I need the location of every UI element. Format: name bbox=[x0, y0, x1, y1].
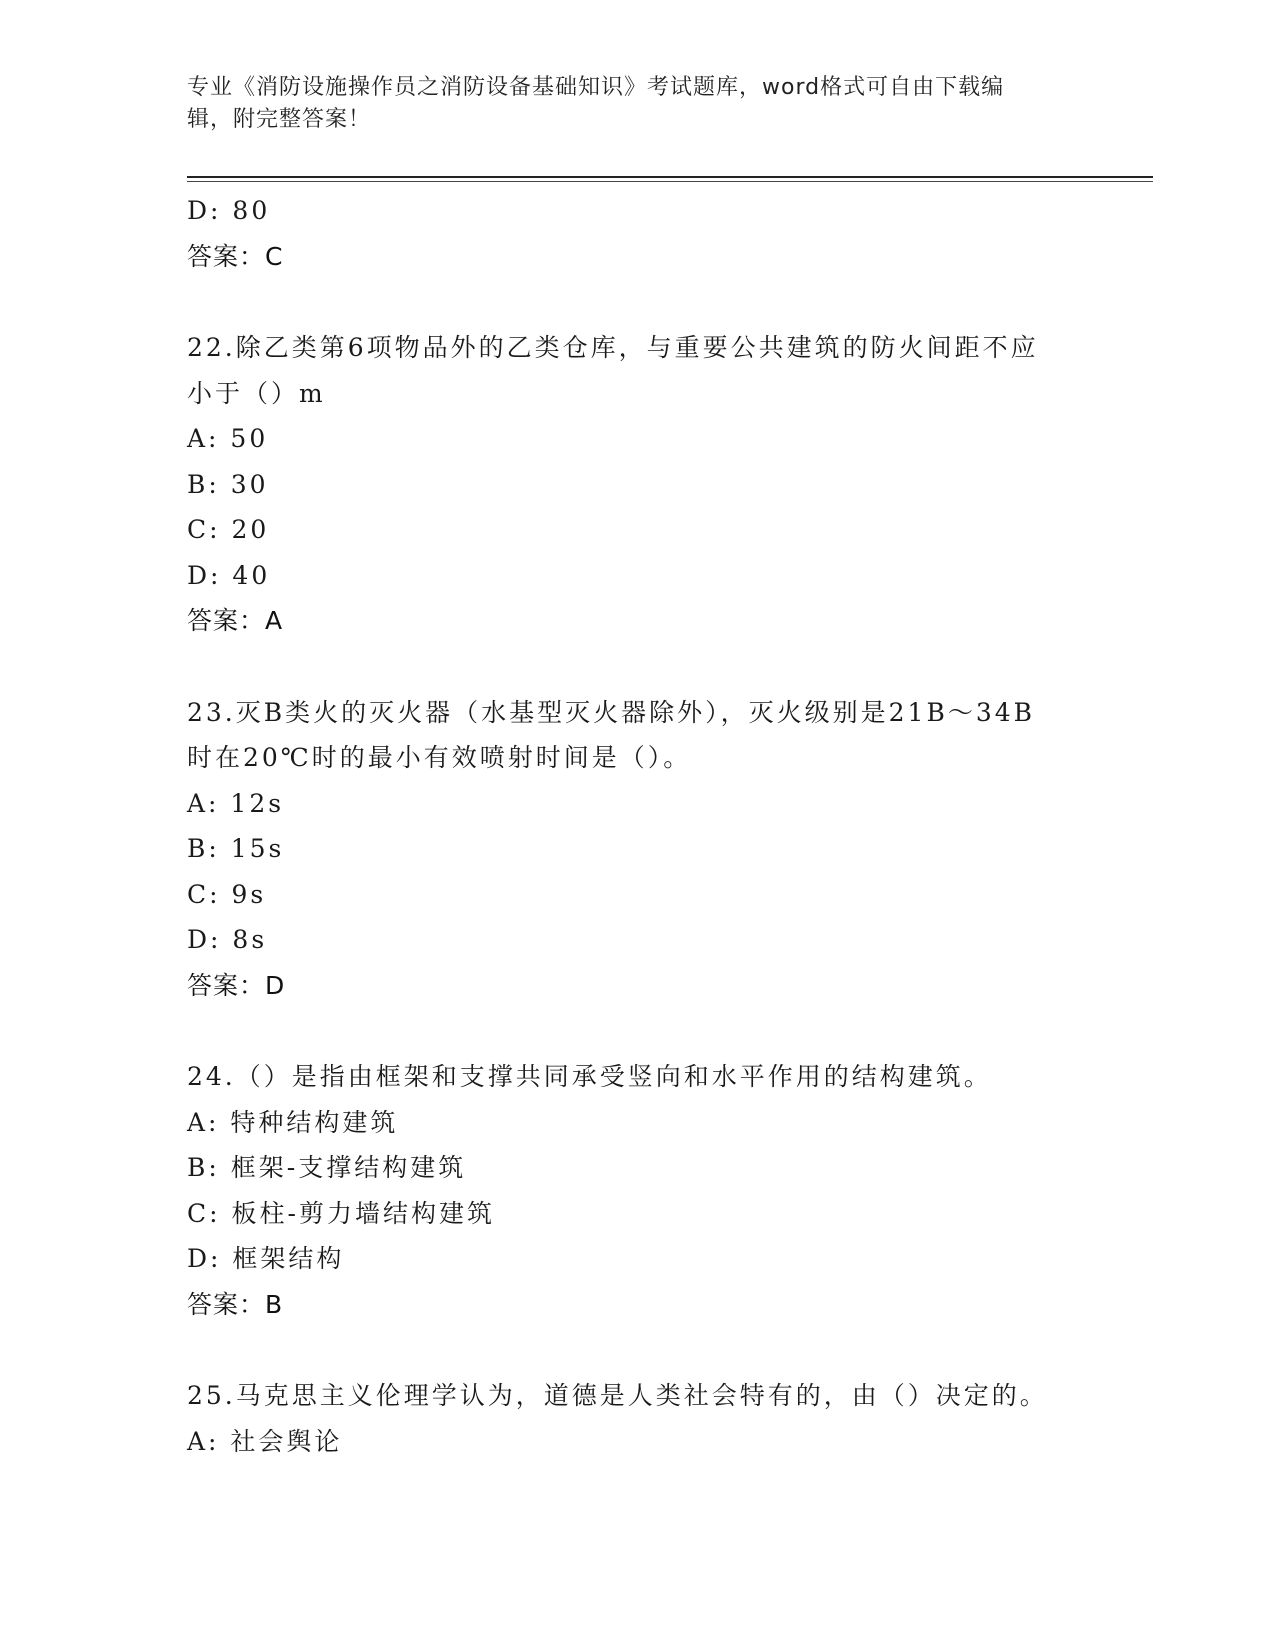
question-stem: 24.（）是指由框架和支撑共同承受竖向和水平作用的结构建筑。 bbox=[187, 1062, 992, 1091]
option-a: A: 社会舆论 bbox=[187, 1426, 343, 1456]
question-24 bbox=[187, 1054, 1087, 1327]
option-b: B: 15s bbox=[187, 834, 285, 863]
answer: 答案：D bbox=[187, 970, 286, 1000]
option-c: C: 9s bbox=[187, 879, 267, 909]
question-stem: 小于（）m bbox=[187, 378, 326, 408]
answer: 答案：A bbox=[187, 606, 284, 635]
question-22 bbox=[187, 325, 1087, 644]
option-c: C: 板柱-剪力墙结构建筑 bbox=[187, 1198, 495, 1228]
question-list bbox=[187, 188, 1087, 1510]
question-25 bbox=[187, 1373, 1087, 1464]
header-rule-thin bbox=[187, 181, 1153, 182]
header-line-1: 专业《消防设施操作员之消防设备基础知识》考试题库，word格式可自由下载编 bbox=[187, 75, 1005, 100]
option-a: A: 12s bbox=[187, 788, 285, 818]
question-stem: 22.除乙类第6项物品外的乙类仓库，与重要公共建筑的防火间距不应 bbox=[187, 333, 1039, 362]
option-d: D: 80 bbox=[187, 196, 271, 225]
question-stem: 时在20℃时的最小有效喷射时间是（）。 bbox=[187, 743, 692, 772]
option-d: D: 框架结构 bbox=[187, 1244, 345, 1273]
option-a: A: 特种结构建筑 bbox=[187, 1107, 399, 1137]
header-rule-thick bbox=[187, 176, 1153, 178]
option-a: A: 50 bbox=[187, 424, 269, 453]
option-d: D: 8s bbox=[187, 925, 268, 954]
question-fragment bbox=[187, 188, 1087, 279]
option-b: B: 30 bbox=[187, 469, 269, 499]
option-d: D: 40 bbox=[187, 560, 271, 590]
answer: 答案：B bbox=[187, 1289, 284, 1319]
option-c: C: 20 bbox=[187, 515, 270, 544]
question-23 bbox=[187, 690, 1087, 1009]
option-b: B: 框架-支撑结构建筑 bbox=[187, 1153, 467, 1182]
question-stem: 25.马克思主义伦理学认为，道德是人类社会特有的，由（）决定的。 bbox=[187, 1381, 1048, 1410]
header-line-2: 辑，附完整答案！ bbox=[187, 107, 372, 132]
answer: 答案：C bbox=[187, 241, 284, 271]
document-header bbox=[187, 72, 1067, 136]
question-stem: 23.灭B类火的灭火器（水基型灭火器除外），灭火级别是21B～34B bbox=[187, 697, 1035, 727]
